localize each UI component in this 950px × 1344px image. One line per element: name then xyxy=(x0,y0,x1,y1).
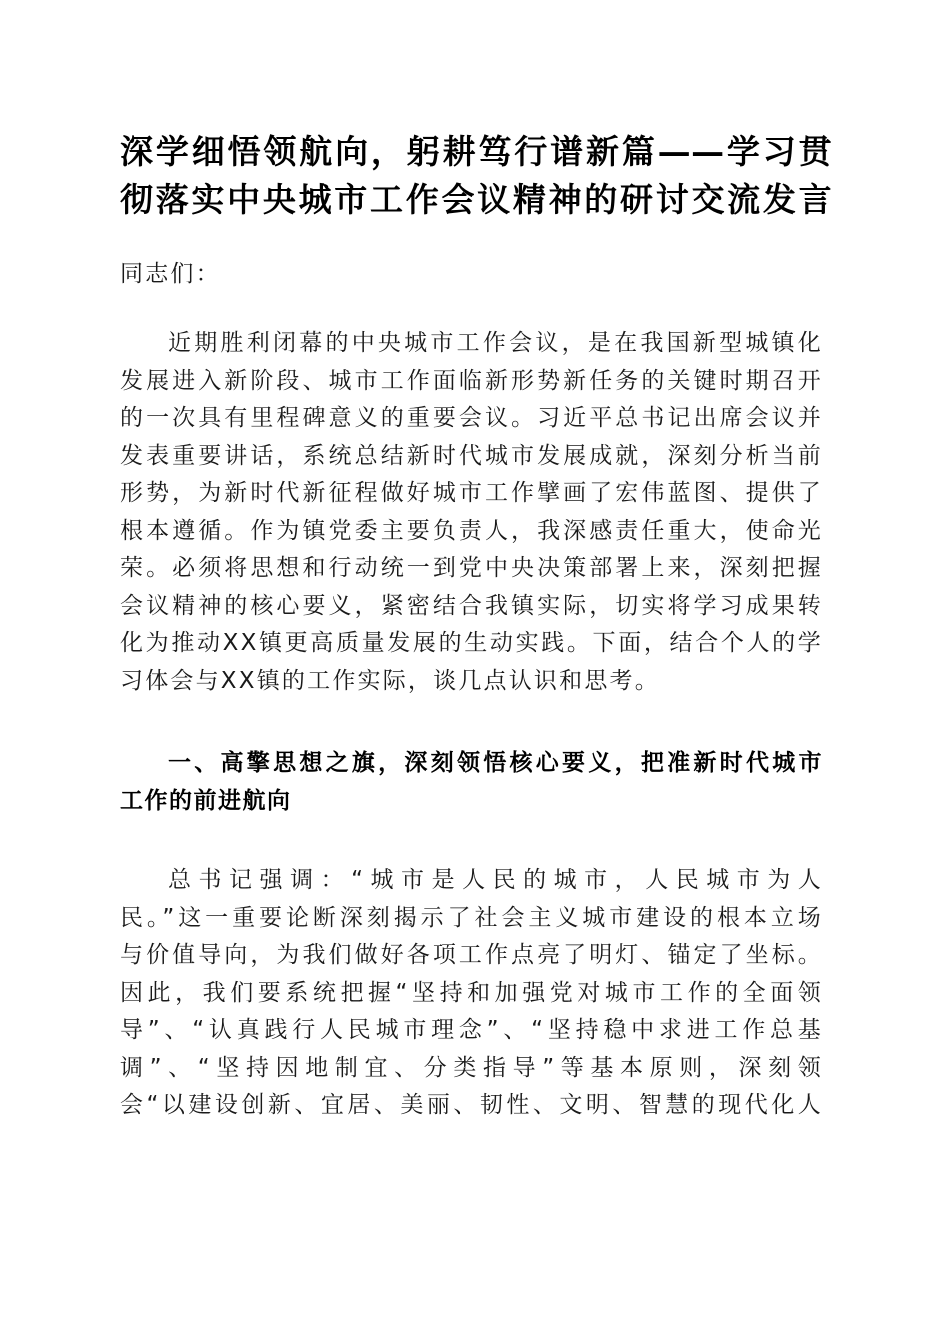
heading-line: 工作的前进航向 xyxy=(120,787,292,814)
paragraph-line: 因此，我们要系统把握“坚持和加强党对城市工作的全面领 xyxy=(120,979,823,1006)
paragraph-intro xyxy=(120,325,823,700)
paragraph-line: 总书记强调：“城市是人民的城市，人民城市为人 xyxy=(168,867,823,893)
paragraph-line: 民。”这一重要论断深刻揭示了社会主义城市建设的根本立场 xyxy=(120,904,823,931)
paragraph-line: 的一次具有里程碑意义的重要会议。习近平总书记出席会议并 xyxy=(120,405,823,431)
paragraph-line: 习体会与XX镇的工作实际，谈几点认识和思考。 xyxy=(120,667,660,694)
section-heading-1 xyxy=(120,745,823,820)
title-line: 深学细悟领航向，躬耕笃行谱新篇——学习贯 xyxy=(120,132,832,171)
paragraph-line: 发展进入新阶段、城市工作面临新形势新任务的关键时期召开 xyxy=(120,367,823,394)
heading-line: 一、高擎思想之旗，深刻领悟核心要义，把准新时代城市 xyxy=(168,750,823,776)
paragraph-line: 会议精神的核心要义，紧密结合我镇实际，切实将学习成果转 xyxy=(120,592,823,619)
paragraph-line: 根本遵循。作为镇党委主要负责人，我深感责任重大，使命光 xyxy=(120,517,823,544)
paragraph-line: 形势，为新时代新征程做好城市工作擘画了宏伟蓝图、提供了 xyxy=(120,480,823,506)
salutation xyxy=(120,256,823,294)
paragraph-section-1 xyxy=(120,862,823,1125)
document-title xyxy=(120,128,832,224)
paragraph-line: 会“以建设创新、宜居、美丽、韧性、文明、智慧的现代化人 xyxy=(120,1092,823,1118)
title-line: 彻落实中央城市工作会议精神的研讨交流发言 xyxy=(120,180,832,219)
paragraph-line: 化为推动XX镇更高质量发展的生动实践。下面，结合个人的学 xyxy=(120,630,823,656)
salutation-text: 同志们： xyxy=(120,261,221,287)
paragraph-line: 近期胜利闭幕的中央城市工作会议，是在我国新型城镇化 xyxy=(168,330,823,356)
paragraph-line: 调”、“坚持因地制宜、分类指导”等基本原则，深刻领 xyxy=(120,1054,823,1081)
paragraph-line: 与价值导向，为我们做好各项工作点亮了明灯、锚定了坐标。 xyxy=(120,942,823,968)
paragraph-line: 发表重要讲话，系统总结新时代城市发展成就，深刻分析当前 xyxy=(120,442,823,469)
paragraph-line: 导”、“认真践行人民城市理念”、“坚持稳中求进工作总基 xyxy=(120,1017,823,1043)
paragraph-line: 荣。必须将思想和行动统一到党中央决策部署上来，深刻把握 xyxy=(120,555,823,581)
